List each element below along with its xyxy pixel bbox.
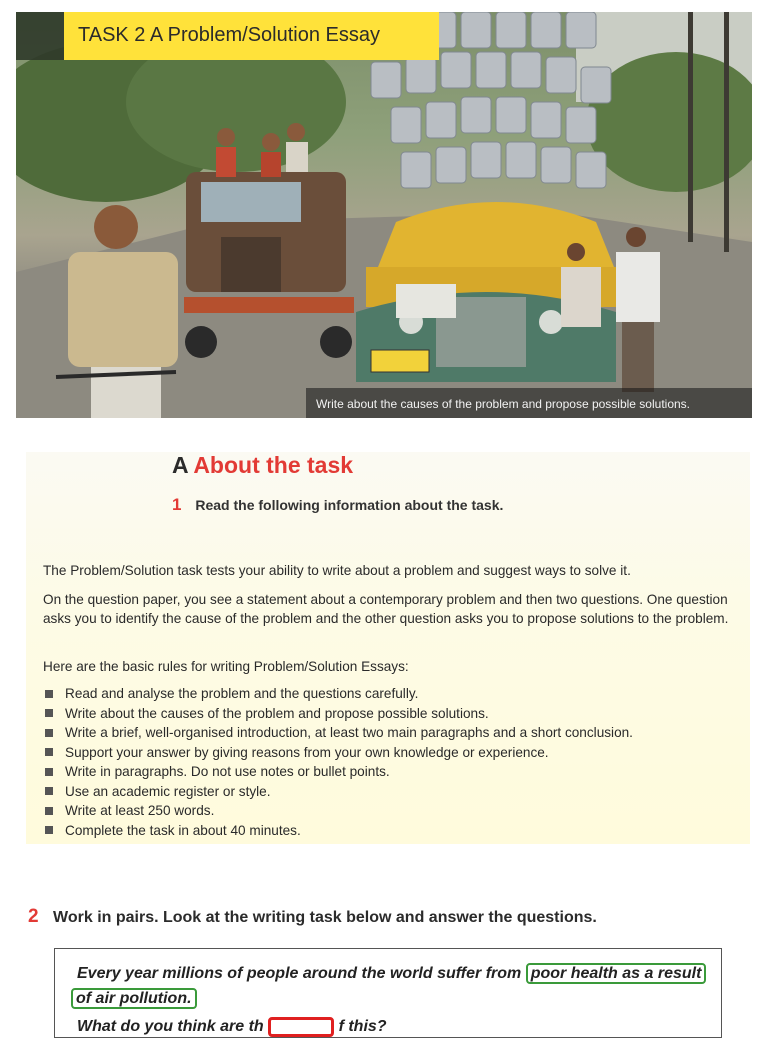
list-item bbox=[43, 743, 633, 763]
rule-text: Complete the task in about 40 minutes. bbox=[65, 822, 301, 838]
rule-text: Write about the causes of the problem and propose possible solutions. bbox=[65, 705, 489, 721]
header-dark-tab bbox=[16, 12, 64, 60]
section-heading: About the task bbox=[193, 452, 354, 478]
rule-text: Write at least 250 words. bbox=[65, 803, 215, 818]
highlight-air-pollution: of air pollution. bbox=[71, 988, 197, 1009]
photo-caption: Write about the causes of the problem and propose possible solutions. bbox=[306, 388, 752, 418]
bullet-square-icon bbox=[45, 690, 53, 698]
rule-text: Write in paragraphs. Do not use notes or bullet points. bbox=[65, 764, 390, 779]
list-item bbox=[43, 762, 633, 782]
rule-text: Support your answer by giving reasons from your own knowledge or experience. bbox=[65, 744, 549, 760]
step-2-number: 2 bbox=[28, 906, 39, 927]
task-line-1-text: Every year millions of people around the world suffer from bbox=[77, 965, 522, 982]
list-item bbox=[43, 723, 633, 743]
bullet-square-icon bbox=[45, 748, 53, 756]
paragraph-rules-intro: Here are the basic rules for writing Problem/Solution Essays: bbox=[43, 659, 409, 674]
paragraph-question-paper: On the question paper, you see a statement about a contemporary problem and then two questions. One question asks you to identify the cause of the problem and the other question asks you to propose solutions to the problem. bbox=[43, 592, 729, 626]
bullet-square-icon bbox=[45, 807, 53, 815]
list-item bbox=[43, 704, 633, 724]
highlight-red-box bbox=[268, 1017, 334, 1037]
task-line-1 bbox=[77, 965, 706, 983]
task-header-label bbox=[64, 12, 439, 60]
list-item bbox=[43, 821, 633, 841]
bullet-square-icon bbox=[45, 729, 53, 737]
rule-text: Write a brief, well-organised introduction, at least two main paragraphs and a short conclusion. bbox=[65, 725, 633, 740]
step-1-instruction: Read the following information about the task. bbox=[195, 497, 504, 513]
bullet-square-icon bbox=[45, 826, 53, 834]
section-title bbox=[172, 452, 353, 479]
paragraph-intro: The Problem/Solution task tests your ability to write about a problem and suggest ways to solve it. bbox=[43, 563, 631, 578]
list-item bbox=[43, 684, 633, 704]
bullet-square-icon bbox=[45, 787, 53, 795]
rule-text: Read and analyse the problem and the questions carefully. bbox=[65, 686, 419, 701]
task-line-2 bbox=[71, 990, 197, 1008]
task-line-3 bbox=[77, 1017, 387, 1037]
task-title: A Problem/Solution Essay bbox=[149, 24, 381, 46]
step-2-instruction: Work in pairs. Look at the writing task below and answer the questions. bbox=[53, 909, 597, 926]
street-scene-illustration bbox=[16, 12, 752, 418]
bullet-square-icon bbox=[45, 768, 53, 776]
bullet-square-icon bbox=[45, 709, 53, 717]
step-2 bbox=[28, 906, 597, 928]
writing-task-box bbox=[54, 948, 722, 1038]
section-letter: A bbox=[172, 452, 188, 478]
task-number: TASK 2 bbox=[78, 24, 146, 46]
step-1 bbox=[172, 495, 503, 515]
task-line-3-text: What do you think are th bbox=[77, 1018, 264, 1036]
cover-photo bbox=[16, 12, 752, 418]
step-1-number: 1 bbox=[172, 495, 182, 514]
task-line-3-suffix: f this? bbox=[338, 1018, 387, 1036]
rules-list bbox=[43, 684, 633, 840]
highlight-poor-health: poor health as a result bbox=[526, 963, 707, 984]
list-item bbox=[43, 782, 633, 802]
rule-text: Use an academic register or style. bbox=[65, 783, 271, 799]
list-item bbox=[43, 801, 633, 821]
